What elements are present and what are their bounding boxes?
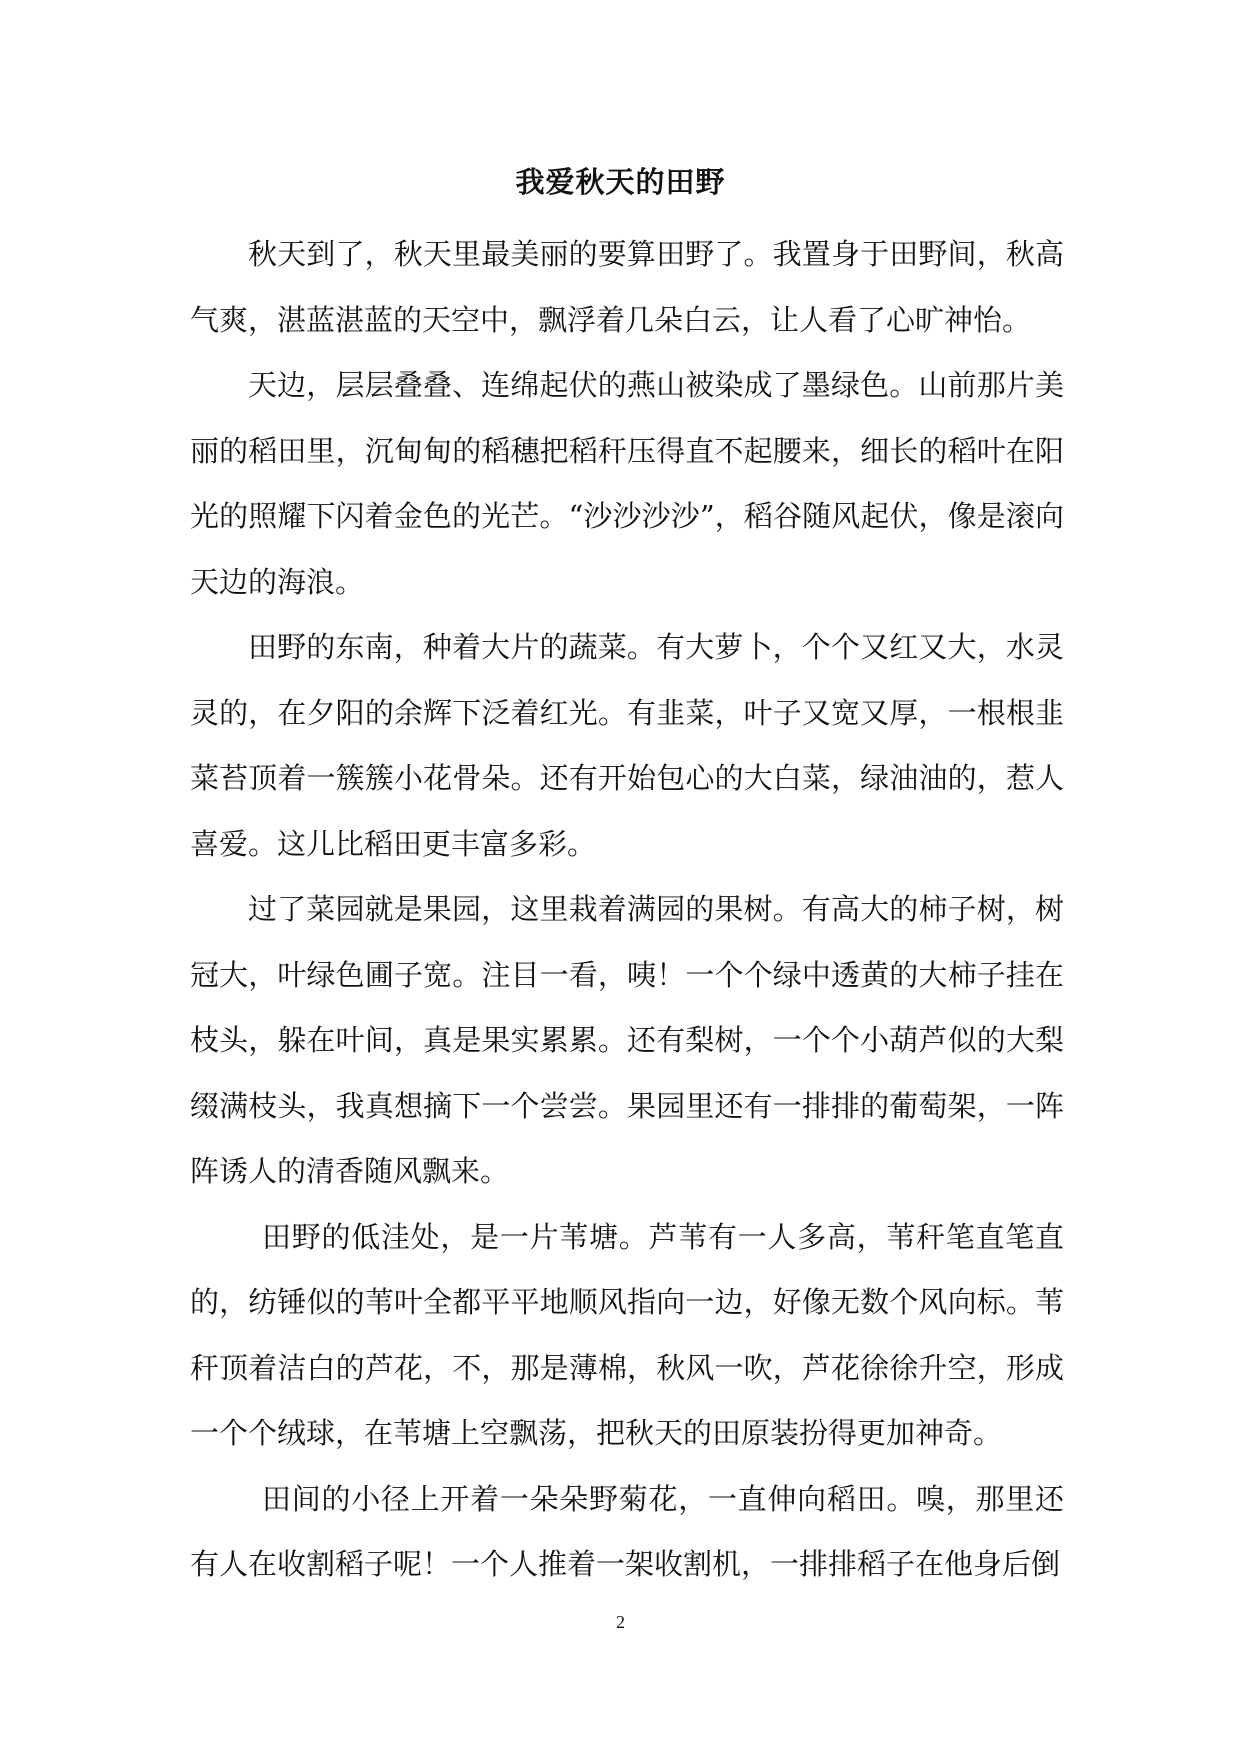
document-title: 我爱秋天的田野: [515, 165, 726, 199]
paragraph-2: 天边，层层叠叠、连绵起伏的燕山被染成了墨绿色。山前那片美丽的稻田里，沉甸甸的稻穗把稻秆压得直不起腰来，细长的稻叶在阳光的照耀下闪着金色的光芒。“沙沙沙沙”，稻谷随风起伏，像是滚向天边的海浪。: [190, 368, 1064, 599]
paragraph-4: 过了菜园就是果园，这里栽着满园的果树。有高大的柿子树，树冠大，叶绿色圃子宽。注目一看，咦！一个个绿中透黄的大柿子挂在枝头，躲在叶间，真是果实累累。还有梨树，一个个小葫芦似的大梨缀满枝头，我真想摘下一个尝尝。果园里还有一排排的葡萄架，一阵阵诱人的清香随风飘来。: [190, 892, 1064, 1188]
paragraph-1: 秋天到了，秋天里最美丽的要算田野了。我置身于田野间，秋高气爽，湛蓝湛蓝的天空中，飘浮着几朵白云，让人看了心旷神怡。: [190, 237, 1064, 337]
paragraph-5: 田野的低洼处，是一片苇塘。芦苇有一人多高，苇秆笔直笔直的，纺锤似的苇叶全都平平地顺风指向一边，好像无数个风向标。苇秆顶着洁白的芦花，不，那是薄棉，秋风一吹，芦花徐徐升空，形成一个个绒球，在苇塘上空飘荡，把秋天的田原装扮得更加神奇。: [190, 1219, 1064, 1450]
page-number: 2: [616, 1612, 625, 1632]
document-body: [190, 222, 1064, 1598]
paragraph-3: 田野的东南，种着大片的蔬菜。有大萝卜，个个又红又大，水灵灵的，在夕阳的余辉下泛着红光。有韭菜，叶子又宽又厚，一根根韭菜苔顶着一簇簇小花骨朵。还有开始包心的大白菜，绿油油的，惹人喜爱。这儿比稻田更丰富多彩。: [190, 630, 1064, 861]
paragraph-6: 田间的小径上开着一朵朵野菊花，一直伸向稻田。嗅，那里还有人在收割稻子呢！一个人推着一架收割机，一排排稻子在他身后倒: [190, 1481, 1064, 1581]
